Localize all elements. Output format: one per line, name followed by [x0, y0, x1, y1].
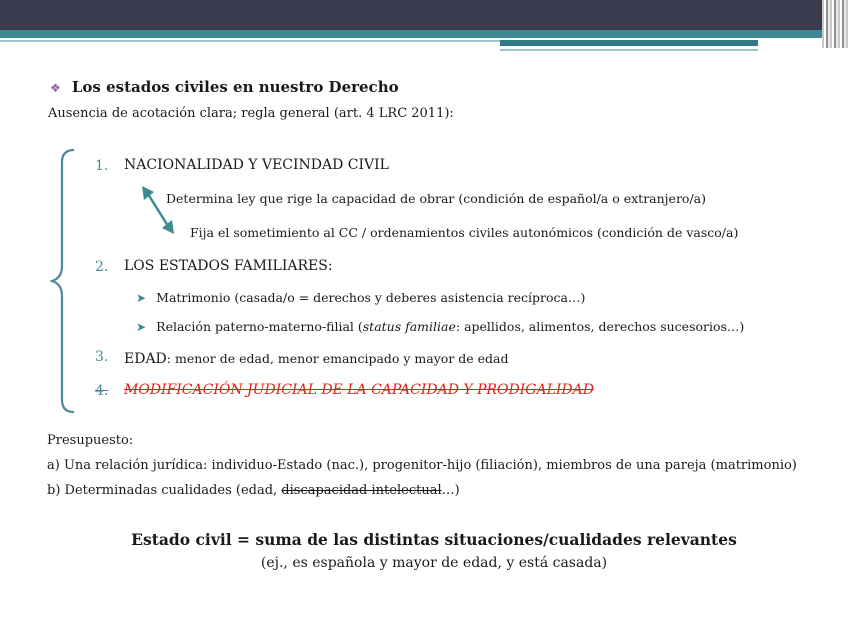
header-stripes: [822, 0, 848, 48]
arrow-bullet-icon: ➤: [136, 291, 147, 305]
item-number: 2.: [95, 259, 109, 275]
nacionalidad-line-2: Fija el sometimiento al CC / ordenamientos civiles autonómicos (condición de vasco/a): [190, 225, 739, 240]
presupuesto-a: a) Una relación jurídica: individuo-Estado (nac.), progenitor-hijo (filiación), miembros de una pareja (matrimonio): [47, 458, 797, 473]
presupuesto-b-post: …): [441, 483, 460, 498]
item-number: 3.: [95, 349, 109, 365]
presupuesto-b-pre: b) Determinadas cualidades (edad,: [47, 483, 282, 498]
heading-text: Los estados civiles en nuestro Derecho: [71, 78, 399, 96]
presupuesto-label: Presupuesto:: [47, 433, 134, 448]
sub-item-relacion: [136, 316, 744, 335]
item-number: 4.: [95, 383, 109, 399]
relacion-text-pre: Relación paterno-materno-filial (: [156, 319, 363, 334]
item-modificacion-struck: MODIFICACIÓN JUDICIAL DE LA CAPACIDAD Y PRODIGALIDAD: [124, 382, 594, 398]
nacionalidad-line-1: Determina ley que rige la capacidad de obrar (condición de español/a o extranjero/a): [166, 191, 706, 206]
matrimonio-text: Matrimonio (casada/o = derechos y deberes asistencia recíproca…): [156, 290, 586, 305]
curly-brace-icon: [50, 148, 80, 414]
arrow-bullet-icon: ➤: [136, 320, 147, 334]
diamond-bullet-icon: ❖: [50, 81, 61, 95]
item-nacionalidad: NACIONALIDAD Y VECINDAD CIVIL: [124, 157, 389, 173]
intro-text: Ausencia de acotación clara; regla general (art. 4 LRC 2011):: [48, 106, 454, 121]
item-edad: [124, 348, 509, 367]
header-accent: [0, 30, 822, 38]
header-rule: [0, 40, 500, 42]
presupuesto-b: [47, 483, 460, 498]
edad-rest: : menor de edad, menor emancipado y mayor de edad: [166, 351, 509, 366]
header-rule-thin: [500, 49, 758, 51]
item-familiares: LOS ESTADOS FAMILIARES:: [124, 258, 333, 274]
header-rule-thick: [500, 40, 758, 46]
header-bar: [0, 0, 822, 30]
relacion-text-post: : apellidos, alimentos, derechos sucesorios…): [455, 319, 745, 334]
item-number: 1.: [95, 158, 109, 174]
slide-heading: [50, 77, 399, 96]
edad-label: EDAD: [124, 351, 167, 367]
presupuesto-b-struck: discapacidad intelectual: [281, 483, 442, 498]
relacion-text-italic: status familiae: [362, 319, 456, 334]
conclusion-main: Estado civil = suma de las distintas situaciones/cualidades relevantes: [131, 530, 737, 549]
conclusion-example: (ej., es española y mayor de edad, y está casada): [260, 555, 608, 571]
sub-item-matrimonio: [136, 287, 585, 306]
